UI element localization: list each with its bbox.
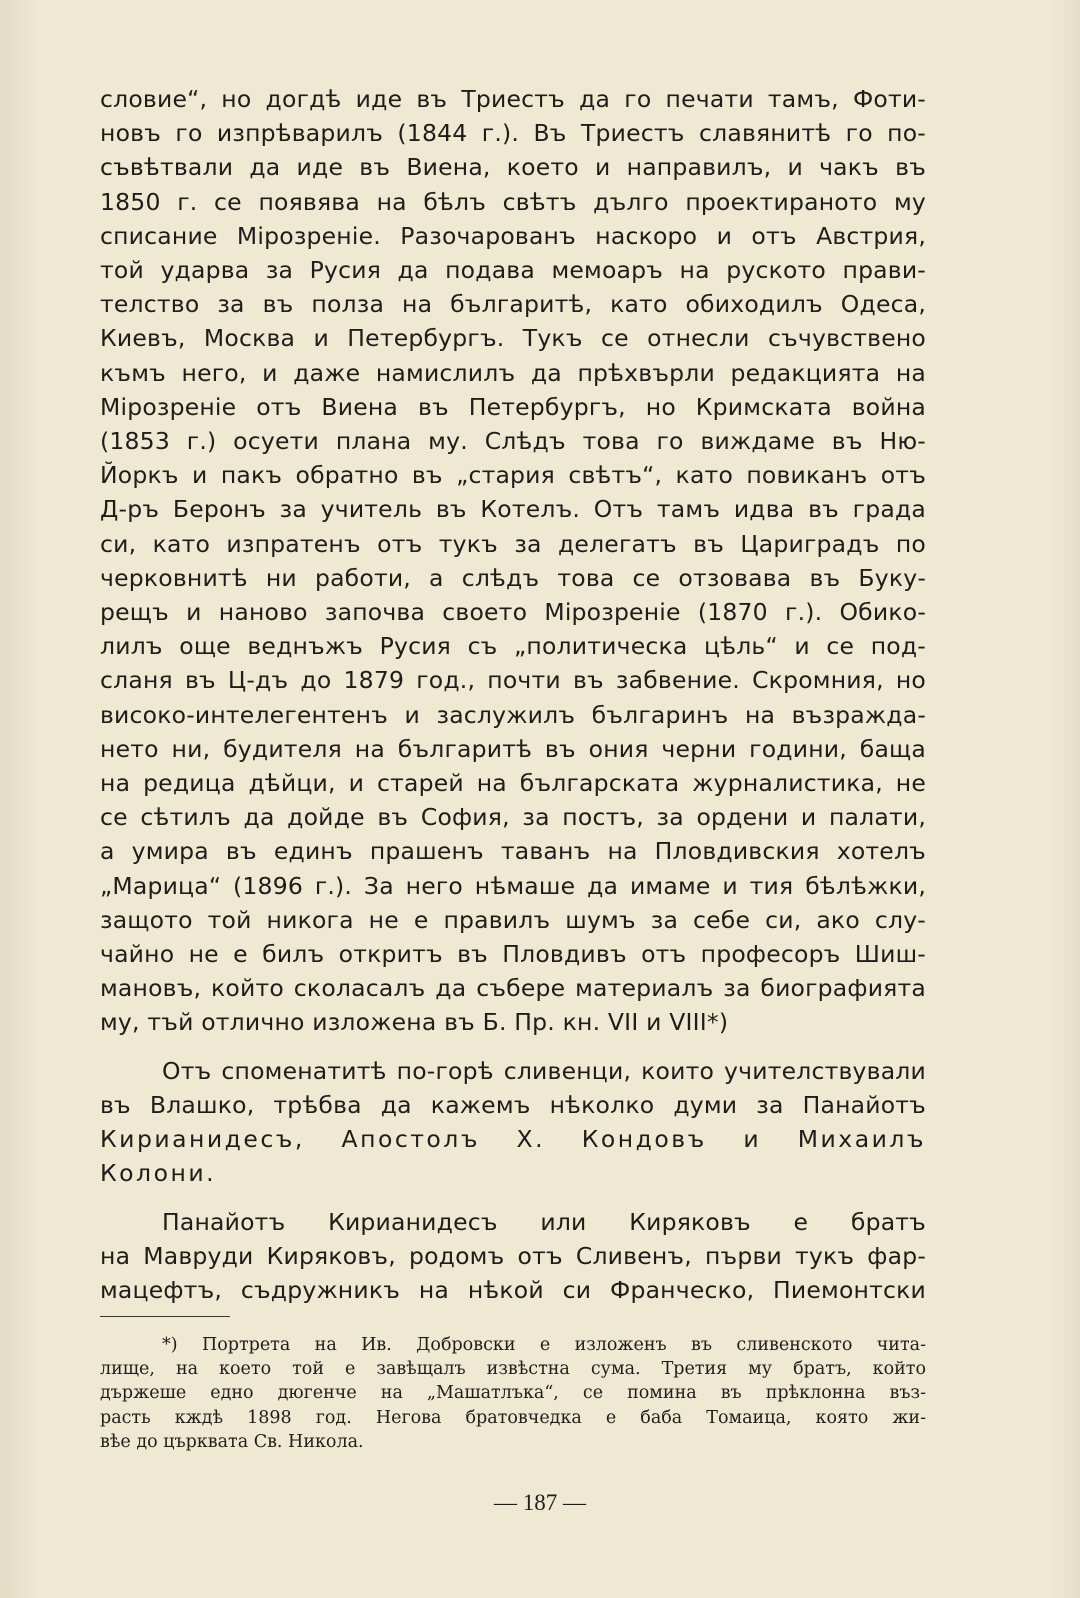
footnote-line: вѣе до църквата Св. Никола.	[100, 1431, 364, 1452]
text-line: му, тъй отлично изложена въ Б. Пр. кн. VII и VIII*)	[100, 1008, 729, 1037]
text-line: къмъ него, и даже намислилъ да прѣхвърли редакцията на	[100, 358, 926, 387]
paragraph-3	[100, 1205, 926, 1308]
footnote-line: *) Портрета на Ив. Добровски е изложенъ въ сливенското чита-	[162, 1335, 926, 1355]
text-line: мановъ, който сколасалъ да събере материалъ за биографията	[100, 974, 926, 1003]
text-line: на редица дѣйци, и старей на българската журналистика, не	[100, 769, 926, 798]
text-line: Мірозреніе отъ Виена въ Петербургъ, но Кримската война	[100, 392, 926, 421]
text-line: си, като изпратенъ отъ тукъ за делегатъ въ Цариградъ по	[100, 529, 926, 558]
text-line: съвѣтвали да иде въ Виена, което и направилъ, и чакъ въ	[100, 153, 926, 182]
text-line: високо-интелегентенъ и заслужилъ българинъ на възражда-	[100, 700, 926, 729]
text-line: Кирианидесъ, Апостолъ Х. Кондовъ и Михаилъ	[100, 1125, 926, 1154]
text-line: а умира въ единъ прашенъ таванъ на Пловдивския хотелъ	[100, 837, 926, 866]
text-line: чайно не е билъ откритъ въ Пловдивъ отъ професоръ Шиш-	[100, 940, 926, 969]
page-number: — 187 —	[494, 1490, 586, 1515]
text-line: „Марица“ (1896 г.). За него нѣмаше да имаме и тия бѣлѣжки,	[100, 871, 926, 900]
text-line: Колони.	[100, 1159, 217, 1188]
text-line: защото той никога не е правилъ шумъ за себе си, ако слу-	[100, 905, 926, 934]
text-line: той ударва за Русия да подава мемоаръ на руското прави-	[100, 256, 926, 285]
text-line: сланя въ Ц-дъ до 1879 год., почти въ забвение. Скромния, но	[100, 666, 926, 695]
footnote-divider	[100, 1316, 230, 1317]
text-line: Д-ръ Беронъ за учитель въ Котелъ. Отъ тамъ идва въ града	[100, 495, 926, 524]
text-line: лилъ още веднъжъ Русия съ „политическа цѣль“ и се под-	[100, 632, 926, 661]
text-line: списание Мірозреніе. Разочарованъ наскоро и отъ Австрия,	[100, 221, 926, 250]
text-line: нето ни, будителя на българитѣ въ ония черни години, баща	[100, 734, 926, 763]
text-line: Йоркъ и пакъ обратно въ „стария свѣтъ“, като повиканъ отъ	[100, 461, 926, 490]
text-line: рещъ и наново започва своето Мірозреніе (1870 г.). Обико-	[100, 598, 926, 627]
text-line: Отъ споменатитѣ по-горѣ сливенци, които учителствували	[162, 1056, 926, 1085]
text-line: мацефтъ, съдружникъ на нѣкой си Франческо, Пиемонтски	[100, 1275, 926, 1304]
paragraph-1	[100, 82, 926, 1040]
paragraph-2	[100, 1054, 926, 1191]
footnote	[100, 1333, 926, 1454]
main-text	[100, 82, 926, 1307]
text-line: (1853 г.) осуети плана му. Слѣдъ това го виждаме въ Ню-	[100, 427, 926, 456]
text-line: на Мавруди Киряковъ, родомъ отъ Сливенъ, първи тукъ фар-	[100, 1241, 926, 1270]
footnote-line: расть кждѣ 1898 год. Негова братовчедка е баба Томаица, която жи-	[100, 1407, 926, 1428]
text-line: Киевъ, Москва и Петербургъ. Тукъ се отнесли съчувствено	[100, 324, 926, 353]
text-line: черковнитѣ ни работи, а слѣдъ това се отзовава въ Буку-	[100, 563, 926, 592]
text-line: словие“, но догдѣ иде въ Триестъ да го печати тамъ, Фоти-	[100, 85, 926, 113]
footnote-line: държеше едно дюгенче на „Машатлъка“, се помина въ прѣклонна въз-	[100, 1383, 926, 1404]
text-line: въ Влашко, трѣбва да кажемъ нѣколко думи за Панайотъ	[100, 1090, 926, 1119]
footnote-line: лище, на което той е завѣщалъ извѣстна сума. Третия му братъ, който	[100, 1359, 926, 1380]
text-line: се сѣтилъ да дойде въ София, за постъ, за ордени и палати,	[100, 803, 926, 832]
text-line: телство за въ полза на българитѣ, като обиходилъ Одеса,	[100, 290, 926, 319]
text-line: новъ го изпрѣварилъ (1844 г.). Въ Триестъ славянитѣ го по-	[100, 119, 926, 148]
text-line: 1850 г. се появява на бѣлъ свѣтъ дълго проектираното му	[100, 187, 926, 216]
text-line: Панайотъ Кирианидесъ или Киряковъ е братъ	[162, 1207, 926, 1236]
